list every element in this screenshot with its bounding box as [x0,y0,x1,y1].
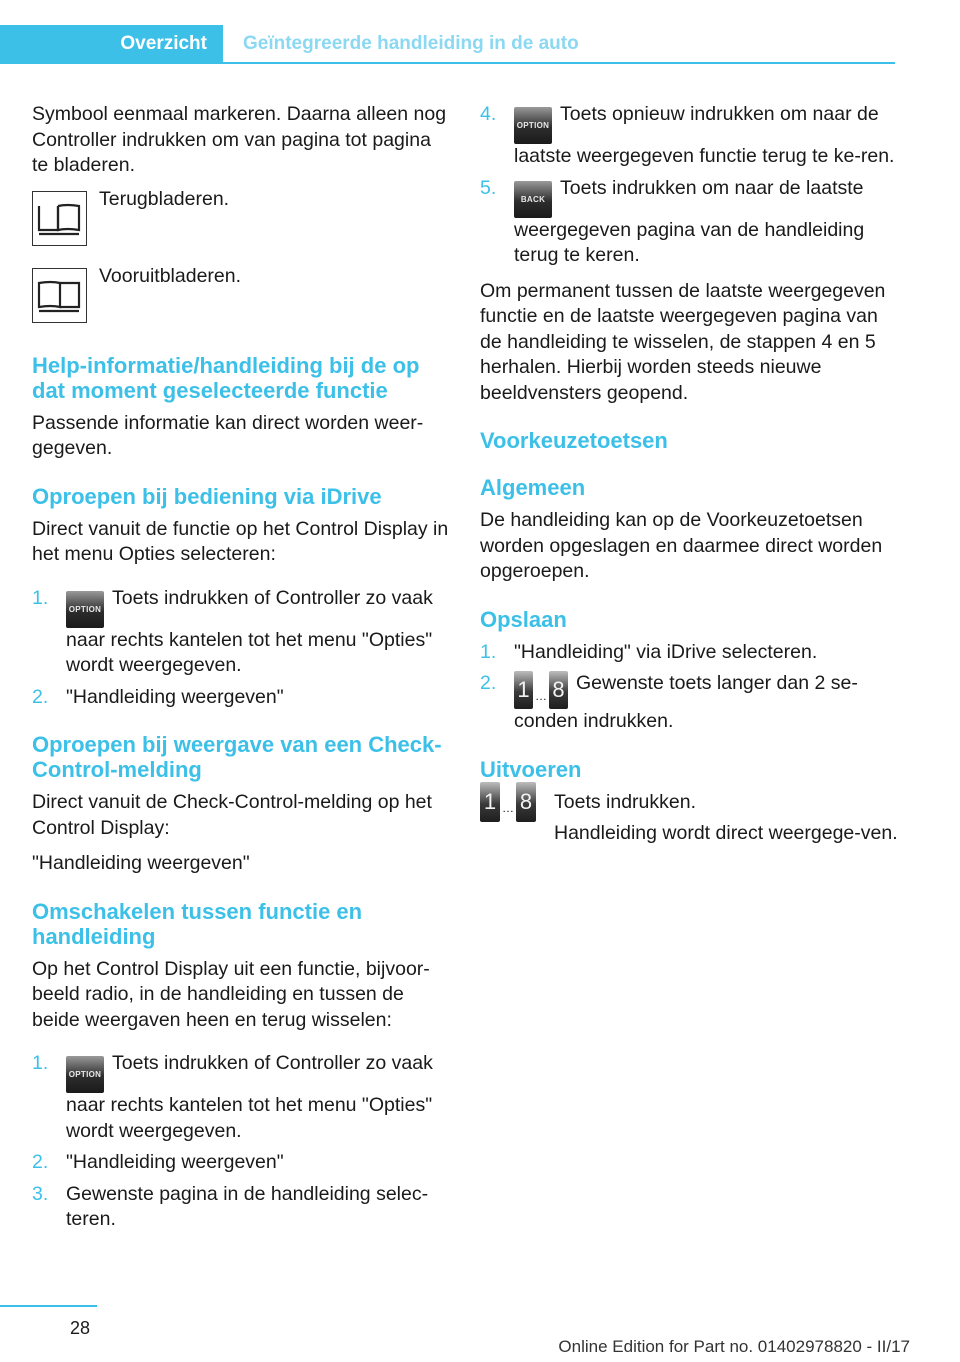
option-button-icon: OPTION [514,107,552,144]
algemeen-text: De handleiding kan op de Voorkeuzetoetsen worden opgeslagen en daarmee direct worden opgeroepen. [480,509,883,582]
list-item: 3. Gewenste pagina in de handleiding selec‐teren. [32,1182,429,1230]
page-back-label: Terugbladeren. [99,187,230,210]
list-item: 4. OPTIONToets opnieuw indrukken om naar de laatste weergegeven functie terug te ke‐ren. [480,103,895,167]
help-text: Passende informatie kan direct worden weer‐gegeven. [32,411,424,459]
page-header [0,25,895,64]
switch-steps [32,1051,450,1233]
idrive-text: Direct vanuit de functie op het Control Display in het menu Opties selecteren: [32,517,449,565]
heading-uitvoeren: Uitvoeren [480,756,582,782]
page-number: 28 [70,1318,91,1338]
heading-idrive: Oproepen bij bediening via iDrive [32,483,382,509]
list-item: 5. BACKToets indrukken om naar de laatste weergegeven pagina van de handleiding terug te keren. [480,176,865,266]
intro-text: Symbool eenmaal markeren. Daarna alleen nog Controller indrukken om van pagina tot pagina te bladeren. [32,103,447,176]
option-button-icon: OPTION [66,1056,104,1093]
list-item: 2. "Handleiding weergeven" [32,1151,284,1173]
page-forward-row [32,264,450,331]
heading-check-control: Oproepen bij weergave van een Check-Control-melding [32,732,442,782]
uitvoeren-text-1: Toets indrukken. [554,790,696,813]
preset-keys-icon: 1 … 8 [480,782,536,822]
heading-algemeen: Algemeen [480,475,586,500]
idrive-steps [32,586,450,711]
heading-help: Help-informatie/handleiding bij de op dat moment geselecteerde functie [32,352,420,403]
opslaan-steps [480,640,900,735]
footer-rule [0,1305,97,1307]
list-item: 1. OPTIONToets indrukken of Controller zo vaak naar rechts kantelen tot het menu "Opties" wordt weergegeven. [32,586,433,676]
list-item: 1. OPTIONToets indrukken of Controller zo vaak naar rechts kantelen tot het menu "Opties" wordt weergegeven. [32,1052,433,1142]
preset-keys-icon: 1 … 8 [514,671,568,709]
left-column [32,102,450,1243]
switch-steps-continued [480,102,900,269]
check-control-text: Direct vanuit de Check-Control-melding op het Control Display: [32,791,432,839]
switch-text: Op het Control Display uit een functie, bijvoor‐beeld radio, in de handleiding en tussen de beide weergaven heen en terug wisselen: [32,957,430,1031]
permanent-switch-text: Om permanent tussen de laatste weergegeven functie en de laatste weergegeven pagina van de handleiding te wisselen, de stappen 4 en 5 herhalen. Hierbij worden steeds nieuwe beeldvensters geopend. [480,279,886,404]
section-tab-label: Overzicht [120,33,207,54]
back-button-icon: BACK [514,181,552,218]
heading-opslaan: Opslaan [480,606,567,632]
right-column [480,102,900,860]
breadcrumb: Geïntegreerde handleiding in de auto [243,33,579,54]
list-item: 2. 1 … 8 Gewenste toets langer dan 2 se‐conden indrukken. [480,672,858,732]
edition-note: Online Edition for Part no. 01402978820 - II/17 [558,1337,910,1356]
page-forward-label: Vooruitbladeren. [99,264,242,287]
heading-switch: Omschakelen tussen functie en handleiding [32,898,363,949]
uitvoeren-block [480,790,900,860]
option-button-icon: OPTION [66,591,104,628]
uitvoeren-text-2: Handleiding wordt direct weergege‐ven. [554,822,898,844]
list-item: 2. "Handleiding weergeven" [32,685,284,708]
book-back-icon [32,191,87,246]
page-back-row [32,187,450,254]
section-tab [0,25,223,62]
list-item: 1. "Handleiding" via iDrive selecteren. [480,640,818,663]
check-control-text-2: "Handleiding weergeven" [32,852,250,874]
heading-voorkeuzetoetsen: Voorkeuzetoetsen [480,428,668,453]
book-forward-icon [32,268,87,323]
